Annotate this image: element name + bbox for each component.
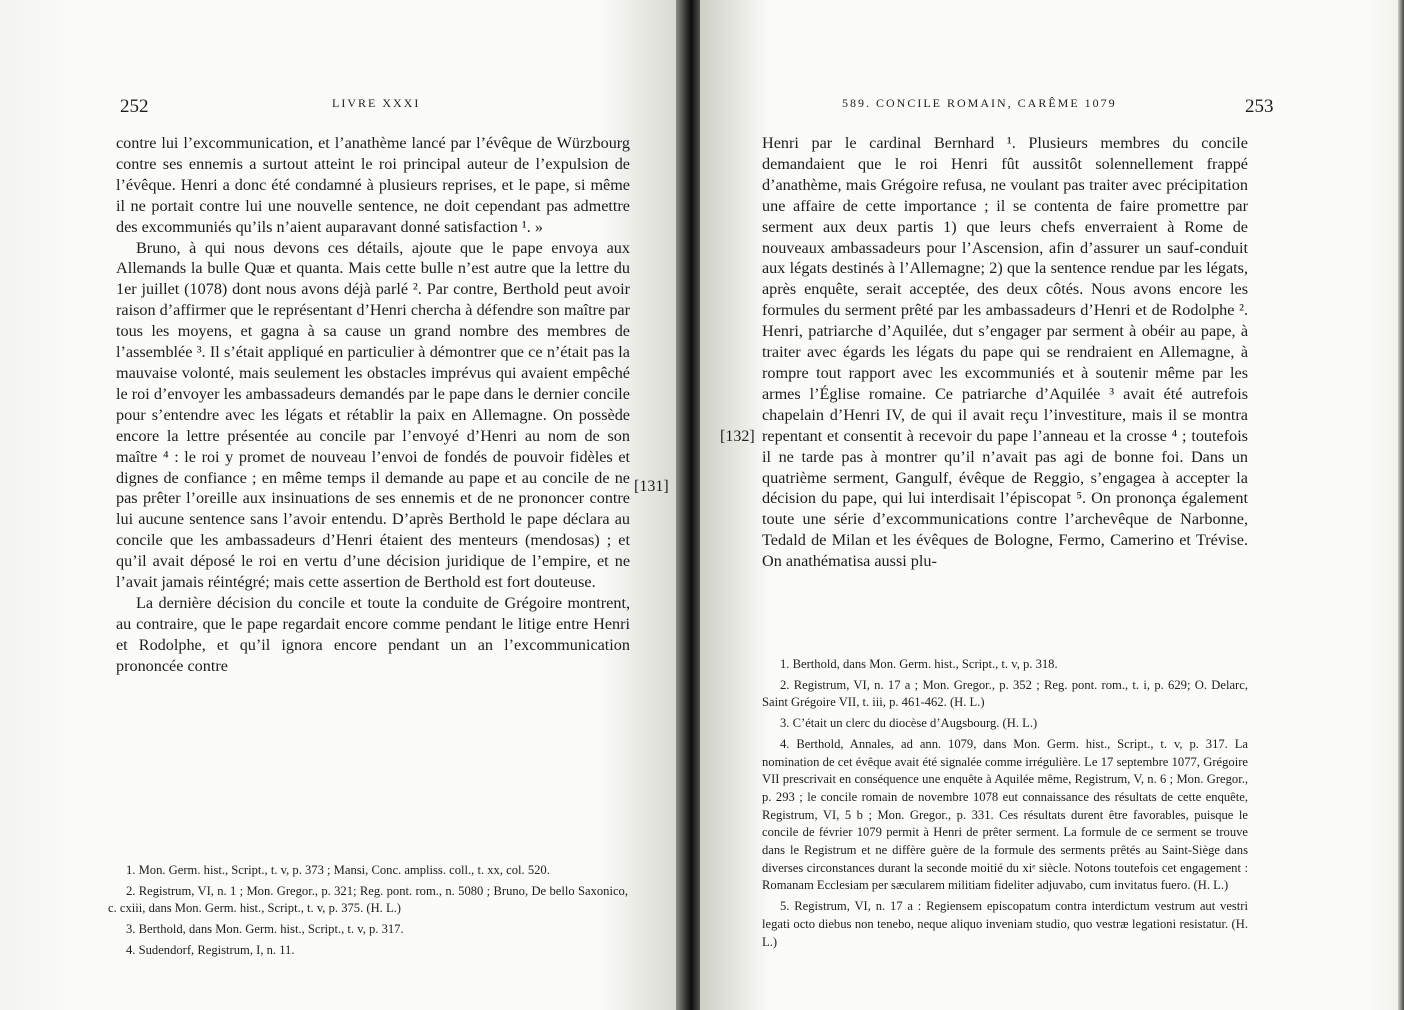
right-footnote-5: 5. Registrum, VI, n. 17 a : Regiensem episcopatum contra interdictum vestrum aut vestri legati octo diebus non tenebo, neque aliquo inveniam studio, quo vestræ legationi resistatur. (H. L.) bbox=[762, 899, 1248, 949]
left-footnote-2: 2. Registrum, VI, n. 1 ; Mon. Gregor., p. 321; Reg. pont. rom., n. 5080 ; Bruno, De bello Saxonico, c. cxiii, dans Mon. Germ. hist., Script., t. v, p. 375. (H. L.) bbox=[108, 883, 628, 916]
right-page bbox=[700, 0, 1404, 1010]
left-footnote-4: 4. Sudendorf, Registrum, I, n. 11. bbox=[126, 942, 295, 957]
right-footnote-3: 3. C’était un clerc du diocèse d’Augsbourg. (H. L.) bbox=[780, 716, 1038, 731]
left-margin-marker: [131] bbox=[634, 478, 669, 495]
right-margin-marker: [132] bbox=[720, 428, 755, 445]
left-paragraph-2: Bruno, à qui nous devons ces détails, ajoute que le pape envoya aux Allemands la bulle Quæ et quanta. Mais cette bulle n’est autre que la lettre du 1er juillet (1078) dont nous avons déjà parlé ². Par contre, Berthold peut avoir raison d’affirmer que le représentant d’Henri chercha à défendre son maître par tous les moyens, et gagna à sa cause un grand nombre des membres de l’assemblée ³. Il s’était appliqué en particulier à démontrer que ce n’était pas la mauvaise volonté, mais seulement les obstacles imprévus qui avaient empêché le roi d’envoyer les ambassadeurs demandés par le pape dans le dernier concile pour s’entendre avec les légats et rétablir la paix en Allemagne. On possède encore la lettre présentée au concile par l’envoyé d’Henri au nom de son maître ⁴ : le roi y promet de nouveau l’envoi de fondés de pouvoir fidèles et dignes de confiance ; en même temps il demande au pape et au concile de ne pas prêter l’oreille aux insinuations de ses ennemis et de ne prononcer contre lui aucune sentence sans l’avoir entendu. D’après Berthold le pape déclara au concile que les ambassadeurs d’Henri étaient des menteurs (mendosas) ; et qu’il avait déposé le roi en vertu d’une décision juridique de l’empire, et ne l’avait jamais réintégré; mais cette assertion de Berthold est fort douteuse. bbox=[116, 238, 630, 592]
left-page bbox=[0, 0, 680, 1010]
right-page-number: 253 bbox=[1245, 96, 1274, 117]
left-paragraph-3: La dernière décision du concile et toute la conduite de Grégoire montrent, au contraire, que le pape regardait encore comme pendant le litige entre Henri et Rodolphe, et qu’il ignora encore pendant un an l’excommunication prononcée contre bbox=[116, 593, 630, 675]
left-footnote-1: 1. Mon. Germ. hist., Script., t. v, p. 373 ; Mansi, Conc. ampliss. coll., t. xx, col. 520. bbox=[126, 863, 550, 877]
left-paragraph-1: contre lui l’excommunication, et l’anathème lancé par l’évêque de Würzbourg contre ses ennemis a surtout atteint le roi principal auteur de l’expulsion de l’évêque. Henri a donc été condamné à plusieurs reprises, et le pape, si même il ne portait contre lui une nouvelle sentence, ne doit cependant pas admettre des excommuniés qu’ils n’aient auparavant donné satisfaction ¹. » bbox=[116, 134, 630, 236]
page-edge-shadow bbox=[1398, 0, 1404, 1010]
left-body-text bbox=[116, 133, 630, 677]
left-running-head: LIVRE XXXI bbox=[332, 96, 421, 110]
right-paragraph-1: Henri par le cardinal Bernhard ¹. Plusieurs membres du concile demandaient que le roi Henri fût aussitôt solennellement frappé d’anathème, mais Grégoire refusa, ne voulant pas traiter avec précipitation une affaire de cette importance ; il se contenta de faire promettre par serment aux deux partis 1) que leurs chefs enverraient à Rome de nouveaux ambassadeurs pour l’Ascension, afin d’assurer un sauf-conduit aux légats destinés à l’Allemagne; 2) que la sentence rendue par les légats, après enquête, serait acceptée, des deux côtés. Nous avons encore les formules du serment prêté par les ambassadeurs d’Henri et de Rodolphe ². Henri, patriarche d’Aquilée, dut s’engager par serment à obéir au pape, à traiter avec égards les légats du pape qui se rendraient en Allemagne, à rompre tout rapport avec les excommuniés et à soutenir même par les armes l’Église romaine. Ce patriarche d’Aquilée ³ avait été autrefois chapelain d’Henri IV, de qui il avait reçu l’investiture, mais il se montra repentant et consentit à recevoir du pape l’anneau et la crosse ⁴ ; toutefois il ne tarde pas à montrer qu’il n’avait pas agi de bonne foi. Dans un quatrième serment, Gangulf, évêque de Reggio, s’engagea à accepter la décision du pape, qui lui interdisait l’épiscopat ⁵. On prononça également toute une série d’excommunications contre l’archevêque de Narbonne, Tedald de Milan et les évêques de Bologne, Fermo, Camerino et Trévise. On anathématisa aussi plu- bbox=[762, 134, 1248, 571]
right-body-text bbox=[762, 133, 1248, 572]
right-footnote-4: 4. Berthold, Annales, ad ann. 1079, dans Mon. Germ. hist., Script., t. v, p. 317. La nomination de cet évêque avait été signalée comme irrégulière. Le 17 septembre 1077, Grégoire VII prescrivait en conséquence une enquête à Aquilée même, Registrum, V, n. 6 ; Mon. Gregor., p. 293 ; le concile romain de novembre 1078 eut connaissance des résultats de cette enquête, Registrum, VI, 5 b ; Mon. Gregor., p. 331. Ces résultats durent être favorables, puisque le concile de février 1079 permit à Henri de prêter serment. La formule de ce serment se trouve dans le Registrum et ne diffère guère de la formule des serments prêtés au Saint-Siège dans diverses circonstances durant la seconde moitié du xiᵉ siècle. Notons toutefois cet engagement : Romanam Ecclesiam per sæcularem militiam fideliter adjuvabo, cum invitatus fuero. (H. L.) bbox=[762, 736, 1248, 893]
left-footnote-3: 3. Berthold, dans Mon. Germ. hist., Script., t. v, p. 317. bbox=[126, 922, 404, 937]
right-footnotes bbox=[762, 656, 1248, 954]
right-footnote-1: 1. Berthold, dans Mon. Germ. hist., Script., t. v, p. 318. bbox=[780, 657, 1058, 671]
left-page-number: 252 bbox=[120, 96, 149, 117]
right-footnote-2: 2. Registrum, VI, n. 17 a ; Mon. Gregor., p. 352 ; Reg. pont. rom., t. i, p. 629; O. Delarc, Saint Grégoire VII, t. iii, p. 461-462. (H. L.) bbox=[762, 677, 1248, 710]
left-footnotes bbox=[108, 862, 628, 963]
right-running-head: 589. CONCILE ROMAIN, CARÊME 1079 bbox=[842, 96, 1117, 110]
